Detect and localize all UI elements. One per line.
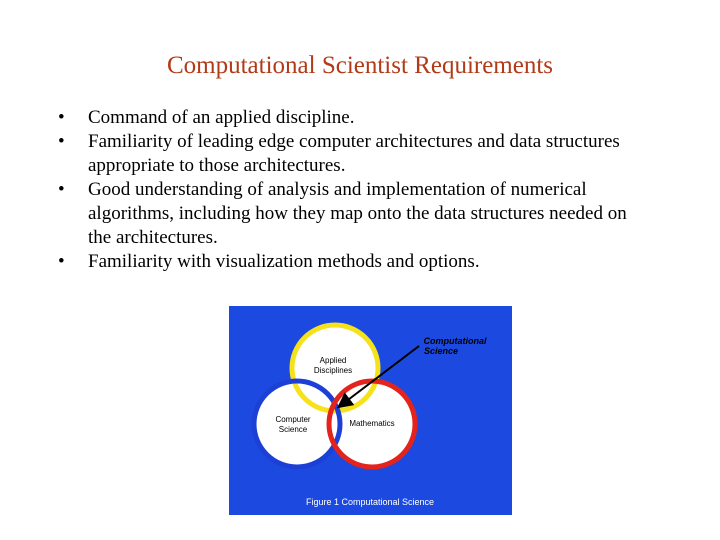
- mathematics-label: Mathematics: [349, 419, 395, 428]
- bullet-line: Command of an applied discipline.: [88, 107, 355, 128]
- bullet-line: Good understanding of analysis and implementation of numerical: [88, 179, 587, 200]
- bullet-item: [58, 130, 678, 178]
- bullet-marker: •: [58, 179, 65, 200]
- applied-label-line1: Applied: [319, 356, 347, 365]
- venn-diagram: [229, 306, 512, 515]
- figure-caption: Figure 1 Computational Science: [305, 497, 435, 507]
- bullet-line: Familiarity with visualization methods and options.: [88, 251, 480, 272]
- computational-label-line1: Computational: [423, 336, 487, 346]
- bullet-item: [58, 106, 678, 130]
- bullet-item: [58, 178, 678, 250]
- bullet-marker: •: [58, 131, 65, 152]
- bullet-marker: •: [58, 107, 65, 128]
- bullet-line: appropriate to those architectures.: [88, 155, 346, 176]
- bullet-line: algorithms, including how they map onto the data structures needed on: [88, 203, 627, 224]
- computer-label-line2: Science: [278, 425, 308, 434]
- bullet-marker: •: [58, 251, 65, 272]
- computer-label-line1: Computer: [275, 415, 311, 424]
- bullet-list: [58, 106, 678, 274]
- computational-label-line2: Science: [423, 346, 459, 356]
- bullet-item: [58, 250, 678, 274]
- bullet-line: the architectures.: [88, 227, 218, 248]
- slide-title: Computational Scientist Requirements: [166, 52, 554, 79]
- applied-label-line2: Disciplines: [313, 366, 353, 375]
- computational-science-figure: [229, 306, 512, 515]
- bullet-line: Familiarity of leading edge computer architectures and data structures: [88, 131, 620, 152]
